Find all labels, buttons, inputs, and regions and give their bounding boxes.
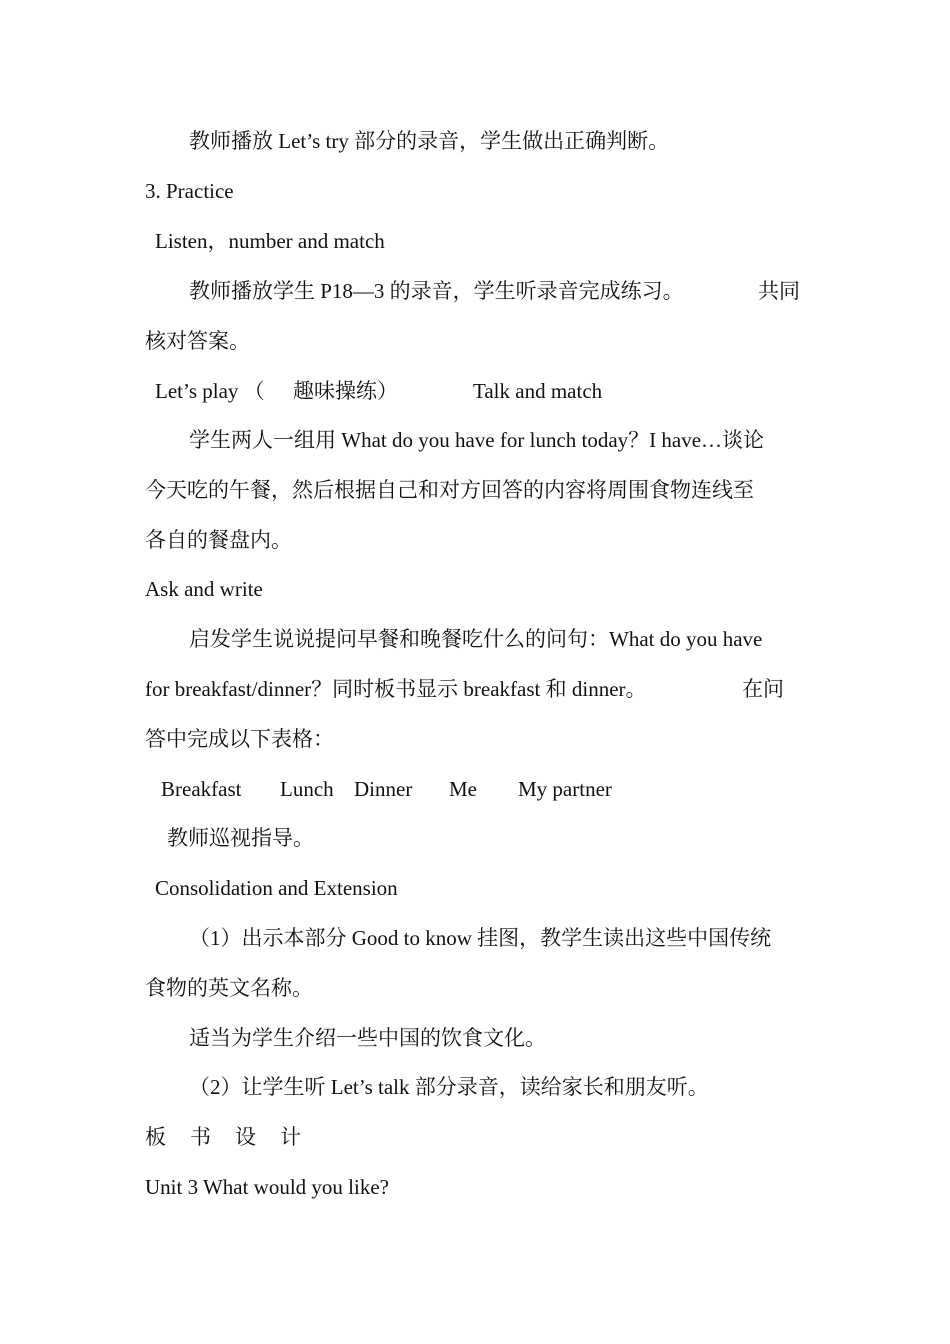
- subheading-lets-play-cn: 趣味操练）: [293, 379, 398, 403]
- paragraph-ask-2: for breakfast/dinner？同时板书显示 breakfast 和 dinner。: [145, 677, 647, 701]
- subheading-listen: Listen，number and match: [155, 229, 385, 253]
- table-header-my-partner: My partner: [518, 777, 612, 801]
- paragraph-guide: 教师巡视指导。: [167, 826, 314, 850]
- table-header-lunch: Lunch: [280, 777, 334, 801]
- heading-consolidation: Consolidation and Extension: [155, 876, 398, 900]
- heading-practice: 3. Practice: [145, 179, 234, 203]
- paragraph-good-to-know-2: 食物的英文名称。: [145, 976, 313, 1000]
- paragraph-ask-3: 答中完成以下表格：: [145, 727, 334, 751]
- heading-board-char-1: 板: [145, 1125, 166, 1149]
- paragraph-culture: 适当为学生介绍一些中国的饮食文化。: [189, 1026, 546, 1050]
- paragraph-listen-cont: 核对答案。: [145, 329, 250, 353]
- paragraph-listen: 教师播放学生 P18—3 的录音，学生听录音完成练习。: [189, 279, 684, 303]
- table-header-me: Me: [449, 777, 477, 801]
- paragraph-good-to-know-1: （1）出示本部分 Good to know 挂图，教学生读出这些中国传统: [189, 926, 772, 950]
- heading-board-char-3: 设: [235, 1125, 256, 1149]
- subheading-lets-play: Let’s play （: [155, 379, 265, 403]
- board-unit-title: Unit 3 What would you like?: [145, 1175, 389, 1199]
- paragraph-lets-talk: （2）让学生听 Let’s talk 部分录音，读给家长和朋友听。: [189, 1075, 709, 1099]
- paragraph-listen-tail: 共同: [758, 279, 800, 303]
- table-header-breakfast: Breakfast: [161, 777, 242, 801]
- subheading-talk-match: Talk and match: [473, 379, 603, 403]
- paragraph-ask-1: 启发学生说说提问早餐和晚餐吃什么的问句：What do you have: [189, 627, 763, 651]
- paragraph-lets-try: 教师播放 Let’s try 部分的录音，学生做出正确判断。: [189, 129, 670, 153]
- paragraph-ask-2-tail: 在问: [742, 677, 784, 701]
- heading-ask-write: Ask and write: [145, 577, 263, 601]
- paragraph-talk-1: 学生两人一组用 What do you have for lunch today？I have…谈论: [189, 428, 765, 452]
- table-header-dinner: Dinner: [354, 777, 413, 801]
- paragraph-talk-3: 各自的餐盘内。: [145, 528, 292, 552]
- heading-board-char-2: 书: [190, 1125, 211, 1149]
- paragraph-talk-2: 今天吃的午餐，然后根据自己和对方回答的内容将周围食物连线至: [145, 478, 754, 502]
- heading-board-char-4: 计: [280, 1125, 301, 1149]
